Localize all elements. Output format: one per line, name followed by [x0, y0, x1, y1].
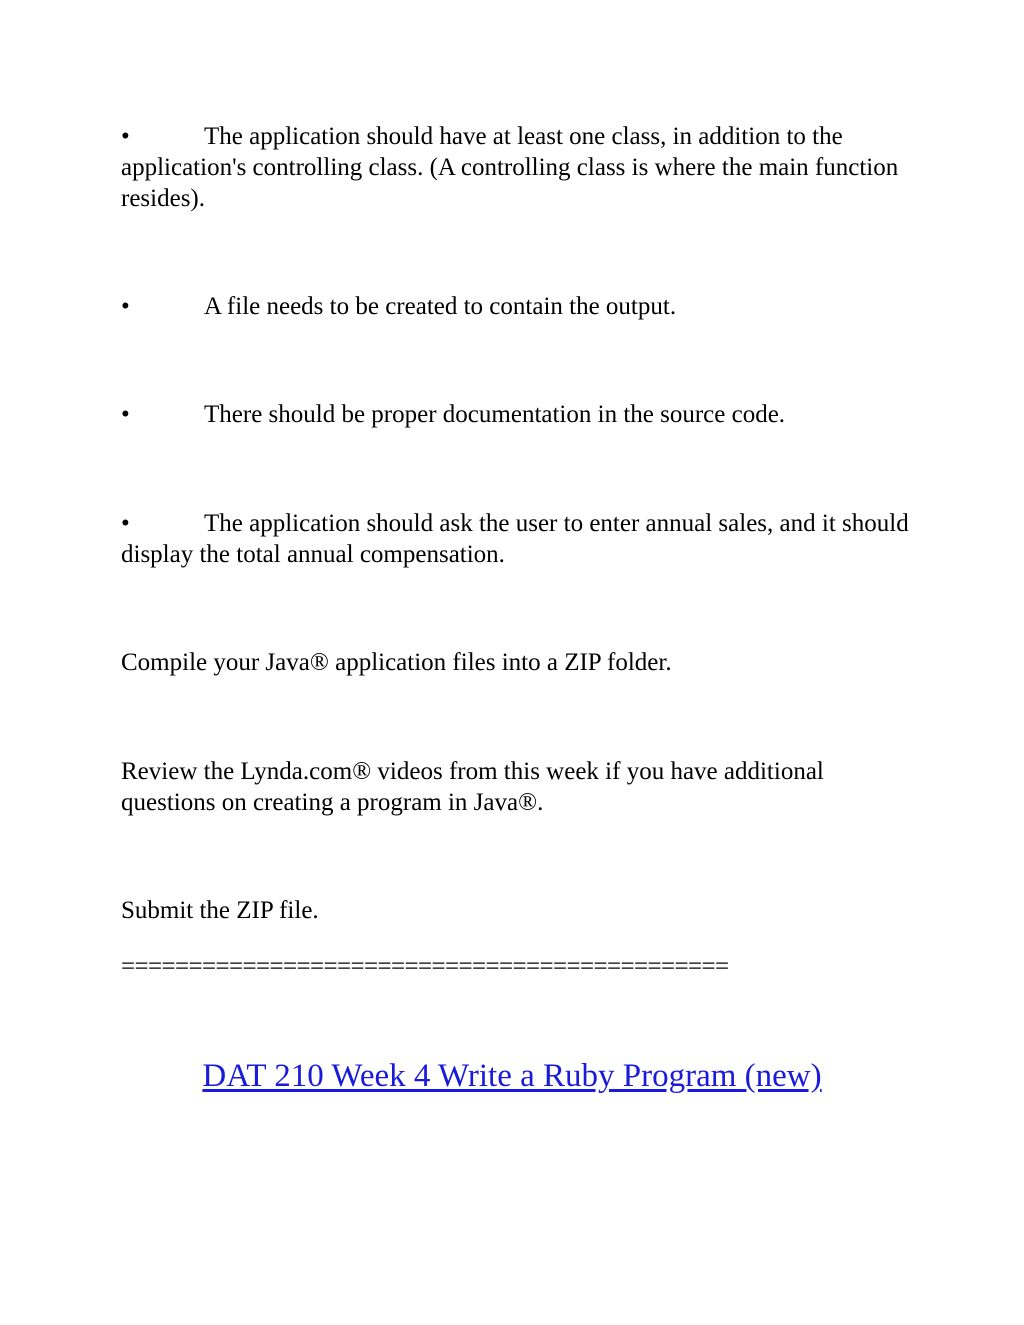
bullet-icon: • — [121, 293, 130, 320]
bullet-icon: • — [121, 123, 130, 150]
submit-instruction: Submit the ZIP file. — [121, 897, 319, 924]
bullet-text: The application should ask the user to enter annual sales, and it should display the total annual compensation. — [121, 510, 909, 568]
bullet-text: There should be proper documentation in the source code. — [204, 401, 786, 428]
compile-instruction: Compile your Java® application files into a ZIP folder. — [121, 649, 672, 676]
bullet-item-controlling-class — [121, 121, 911, 214]
bullet-item-output-file — [121, 291, 911, 322]
bullet-text: The application should have at least one class, in addition to the application's controlling class. (A controlling class is where the main function resides). — [121, 123, 899, 212]
bullet-item-documentation — [121, 399, 911, 430]
next-assignment-link[interactable]: DAT 210 Week 4 Write a Ruby Program (new) — [202, 1058, 822, 1094]
review-instruction: Review the Lynda.com® videos from this week if you have additional questions on creating a program in Java®. — [121, 758, 824, 816]
separator-line: ============================================= — [121, 953, 729, 980]
bullet-text: A file needs to be created to contain the output. — [204, 293, 677, 320]
bullet-item-annual-sales — [121, 508, 911, 570]
bullet-icon: • — [121, 401, 130, 428]
next-assignment-title — [0, 1056, 1024, 1096]
bullet-icon: • — [121, 510, 130, 537]
